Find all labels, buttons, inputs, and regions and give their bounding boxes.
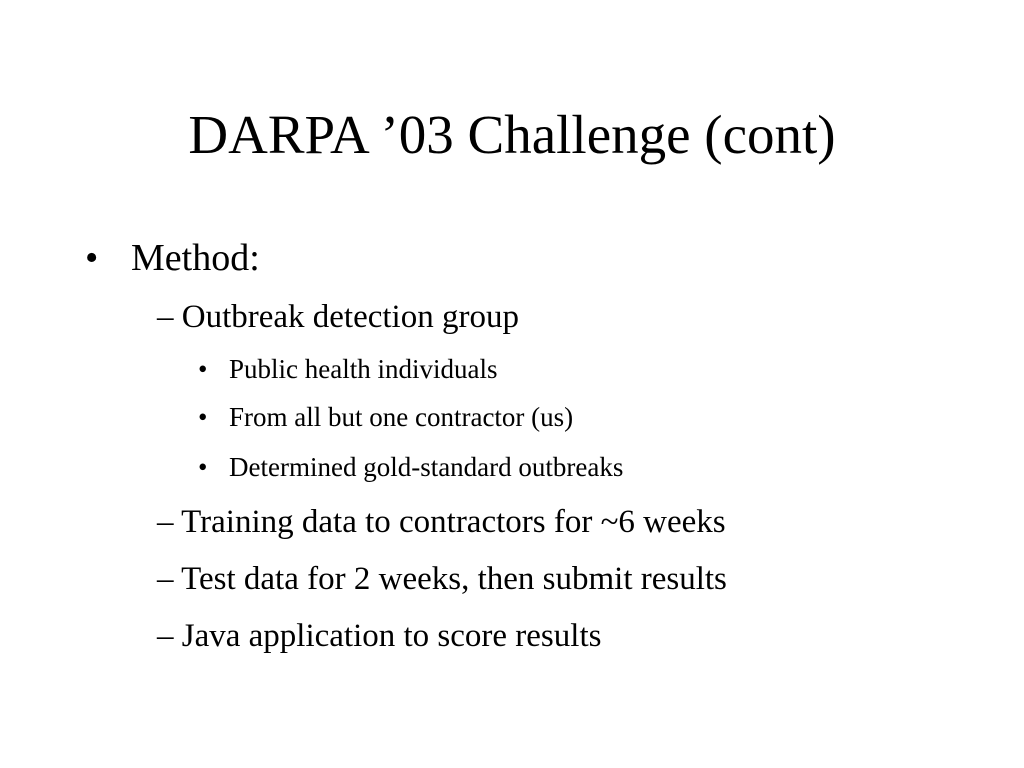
subbullet-outbreak-detection-group: – Outbreak detection group xyxy=(157,299,519,335)
bullet-marker: • xyxy=(198,402,208,432)
bullet-method-label: Method: xyxy=(131,237,260,279)
bullet-marker: • xyxy=(198,452,208,482)
subbullet-training-data: – Training data to contractors for ~6 weeks xyxy=(157,504,726,540)
subsubbullet-text: Determined gold-standard outbreaks xyxy=(229,452,624,482)
bullet-marker: • xyxy=(85,237,99,279)
subbullet-test-data: – Test data for 2 weeks, then submit results xyxy=(157,561,727,597)
subbullet-java-application: – Java application to score results xyxy=(157,618,602,654)
subsubbullet-text: From all but one contractor (us) xyxy=(229,402,574,432)
bullet-marker: • xyxy=(198,354,208,384)
subsubbullet-text: Public health individuals xyxy=(229,354,498,384)
slide-title: DARPA ’03 Challenge (cont) xyxy=(188,104,836,165)
